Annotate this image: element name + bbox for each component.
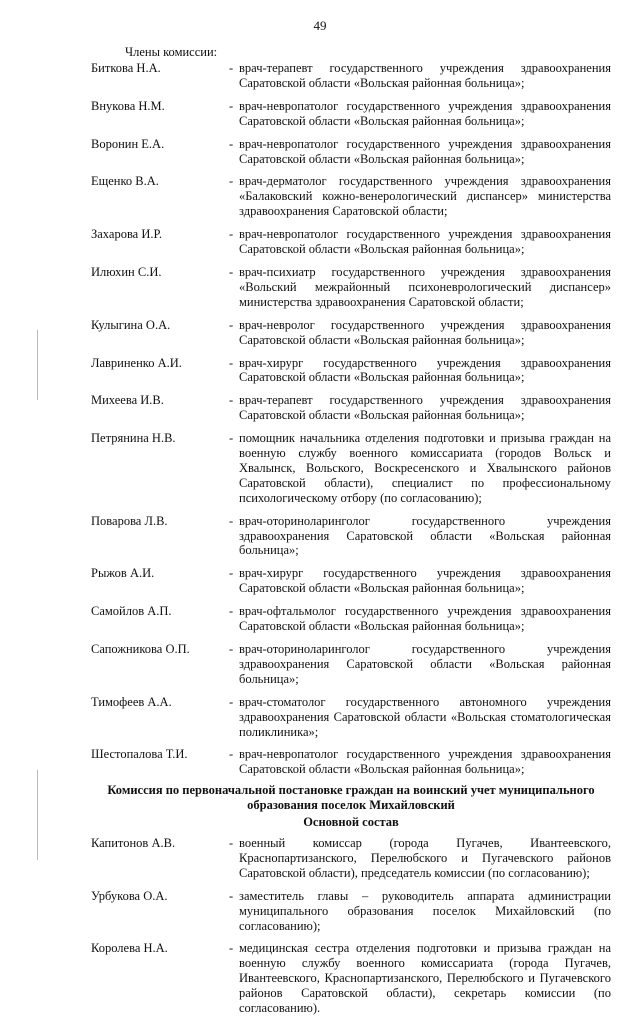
member-role: врач-стоматолог государственного автономного учреждения здравоохранения Саратовской области «Вольская стоматологическая поликлиника»; (239, 694, 611, 739)
member-role: медицинская сестра отделения подготовки и призыва граждан на военную службу военного комиссариата (города Пугачев, Ивантеевского, Краснопартизанского, Перелюбского и Пугачевского районов Саратовской области), секретарь комиссии (по согласованию). (239, 941, 611, 1016)
member-row (91, 393, 611, 423)
member-row (91, 889, 611, 934)
member-name: Михеева И.В. (91, 393, 164, 408)
list-dash: - (229, 694, 234, 709)
member-name: Шестопалова Т.И. (91, 747, 188, 762)
list-dash: - (229, 393, 234, 408)
document-body (91, 61, 611, 1024)
list-dash: - (229, 136, 234, 151)
member-role: врач-невропатолог государственного учреждения здравоохранения Саратовской области «Вольская районная больница»; (239, 136, 611, 166)
member-row (91, 514, 611, 559)
member-name: Королева Н.А. (91, 941, 168, 956)
composition-heading: Основной состав (303, 815, 399, 830)
member-role: военный комиссар (города Пугачев, Ивантеевского, Краснопартизанского, Перелюбского и Пугачевского районов Саратовской области), председатель комиссии (по согласованию); (239, 835, 611, 880)
member-role: врач-терапевт государственного учреждения здравоохранения Саратовской области «Вольская районная больница»; (239, 61, 611, 90)
scan-margin-line (37, 770, 38, 860)
member-name: Сапожникова О.П. (91, 642, 190, 656)
member-name: Урбукова О.А. (91, 888, 168, 903)
list-dash: - (229, 431, 234, 446)
member-name: Лавриненко А.И. (91, 355, 182, 370)
member-name: Внукова Н.М. (91, 98, 165, 113)
member-row (91, 836, 611, 881)
member-name: Ещенко В.А. (91, 174, 159, 189)
list-dash: - (229, 642, 234, 656)
member-role: врач-невропатолог государственного учреждения здравоохранения Саратовской области «Вольская районная больница»; (239, 227, 611, 257)
member-row (91, 604, 611, 634)
member-name: Биткова Н.А. (91, 61, 161, 75)
member-row (91, 137, 611, 167)
member-role: врач-офтальмолог государственного учреждения здравоохранения Саратовской области «Вольская районная больница»; (239, 604, 611, 634)
member-role: врач-хирург государственного учреждения здравоохранения Саратовской области «Вольская районная больница»; (239, 355, 611, 385)
member-name: Воронин Е.А. (91, 136, 165, 151)
list-dash: - (229, 98, 234, 113)
list-dash: - (229, 747, 234, 762)
member-row (91, 318, 611, 348)
list-dash: - (229, 566, 234, 581)
member-row (91, 941, 611, 1016)
member-name: Самойлов А.П. (91, 604, 172, 619)
member-row (91, 356, 611, 386)
member-row (91, 99, 611, 129)
member-row (91, 61, 611, 91)
list-dash: - (229, 174, 234, 189)
member-role: врач-хирург государственного учреждения здравоохранения Саратовской области «Вольская районная больница»; (239, 566, 611, 596)
member-row (91, 747, 611, 777)
member-name: Поварова Л.В. (91, 513, 168, 528)
member-row (91, 695, 611, 740)
list-dash: - (229, 604, 234, 619)
members-heading: Члены комиссии: (125, 45, 218, 59)
member-row (91, 174, 611, 219)
member-role: врач-дерматолог государственного учреждения здравоохранения «Балаковский кожно-венерологический диспансер» министерства здравоохранения Саратовской области; (239, 174, 611, 219)
member-role: врач-невропатолог государственного учреждения здравоохранения Саратовской области «Вольская районная больница»; (239, 98, 611, 128)
member-role: заместитель главы – руководитель аппарата администрации муниципального образования поселок Михайловский (по согласованию); (239, 888, 611, 933)
list-dash: - (229, 317, 234, 332)
member-row (91, 642, 611, 687)
list-dash: - (229, 264, 234, 279)
list-dash: - (229, 61, 234, 75)
commission-title: Комиссия по первоначальной постановке граждан на воинский учет муниципального образования поселок Михайловский (107, 783, 595, 813)
list-dash: - (229, 941, 234, 956)
member-row (91, 431, 611, 506)
member-name: Кулыгина О.А. (91, 317, 171, 332)
member-role: врач-психиатр государственного учреждения здравоохранения «Вольский межрайонный психоневрологический диспансер» министерства здравоохранения Саратовской области; (239, 264, 611, 309)
member-name: Илюхин С.И. (91, 264, 162, 279)
list-dash: - (229, 355, 234, 370)
main-members-list (91, 836, 611, 1016)
scan-margin-line (37, 330, 38, 400)
member-role: врач-невропатолог государственного учреждения здравоохранения Саратовской области «Вольская районная больница»; (239, 747, 611, 777)
list-dash: - (229, 888, 234, 903)
member-role: помощник начальника отделения подготовки и призыва граждан на военную службу военного комиссариата (городов Вольск и Хвалынск, Вольского, Воскресенского и Хвалынского районов Саратовской области), специалист по профессиональному психологическому отбору (по согласованию); (239, 431, 611, 505)
member-name: Рыжов А.И. (91, 566, 155, 581)
member-name: Тимофеев А.А. (91, 694, 172, 709)
member-row (91, 566, 611, 596)
member-name: Капитонов А.В. (91, 835, 176, 850)
list-dash: - (229, 227, 234, 242)
page-number: 49 (313, 18, 327, 33)
member-name: Захарова И.Р. (91, 227, 163, 242)
member-role: врач-терапевт государственного учреждения здравоохранения Саратовской области «Вольская районная больница»; (239, 393, 611, 423)
member-name: Петрянина Н.В. (91, 431, 176, 446)
members-list (91, 61, 611, 777)
member-role: врач-оториноларинголог государственного учреждения здравоохранения Саратовской области «Вольская районная больница»; (239, 642, 611, 686)
member-role: врач-невролог государственного учреждения здравоохранения Саратовской области «Вольская районная больница»; (239, 317, 611, 347)
member-role: врач-оториноларинголог государственного учреждения здравоохранения Саратовской области «Вольская районная больница»; (239, 513, 611, 558)
list-dash: - (229, 835, 234, 850)
list-dash: - (229, 513, 234, 528)
member-row (91, 265, 611, 310)
member-row (91, 227, 611, 257)
